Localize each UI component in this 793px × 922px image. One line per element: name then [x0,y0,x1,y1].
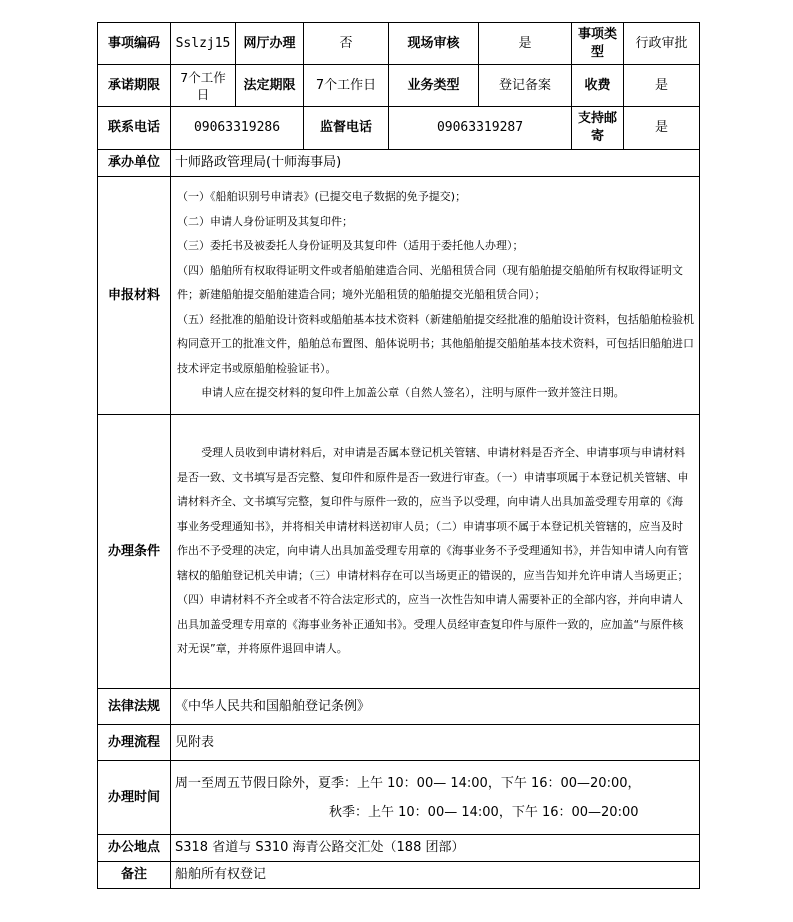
row-deadline [98,65,700,107]
onsite-value: 是 [479,23,572,65]
row-unit [98,150,700,177]
item-code-value: Sslzj15 [171,23,236,65]
material-item-1: （一）《船舶识别号申请表》(已提交电子数据的免予提交)； [177,190,467,204]
item-code-label: 事项编码 [98,23,171,65]
hours-line-autumn: 秋季：上午 10：00— 14:00，下午 16：00—20:00 [329,804,639,820]
row-materials [98,177,700,415]
unit-value: 十师路政管理局(十师海事局) [171,150,700,177]
location-label: 办公地点 [98,835,171,862]
supervise-phone-label: 监督电话 [304,107,389,150]
materials-note: 申请人应在提交材料的复印件上加盖公章（自然人签名），注明与原件一致并签注日期。 [201,386,625,400]
law-value: 《中华人民共和国船舶登记条例》 [171,689,700,725]
process-value: 见附表 [171,725,700,761]
legal-period-value: 7个工作日 [304,65,389,107]
fee-label: 收费 [572,65,624,107]
process-label: 办理流程 [98,725,171,761]
remark-label: 备注 [98,862,171,889]
onsite-label: 现场审核 [389,23,479,65]
legal-period-label: 法定期限 [236,65,304,107]
contact-phone-label: 联系电话 [98,107,171,150]
row-contact [98,107,700,150]
material-item-2: （二）申请人身份证明及其复印件； [177,214,353,228]
business-type-label: 业务类型 [389,65,479,107]
row-location [98,835,700,862]
material-item-3: （三）委托书及被委托人身份证明及其复印件（适用于委托他人办理）； [177,239,524,253]
item-type-value: 行政审批 [624,23,700,65]
materials-label: 申报材料 [98,177,171,415]
mail-support-value: 是 [624,107,700,150]
location-value: S318 省道与 S310 海青公路交汇处（188 团部） [171,835,700,862]
online-label: 网厅办理 [236,23,304,65]
online-value: 否 [304,23,389,65]
conditions-text: 受理人员收到申请材料后，对申请是否属本登记机关管辖、申请材料是否齐全、申请事项与申请材料是否一致、文书填写是否完整、复印件和原件是否一致进行审查。（一）申请事项属于本登记机关管辖、申请材料齐全、文书填写完整，复印件与原件一致的，应当予以受理，向申请人出具加盖受理专用章的《海事业务受理通知书》，并将相关申请材料送初审人员；（二）申请事项不属于本登记机关管辖的，应当及时作出不予受理的决定，向申请人出具加盖受理专用章的《海事业务不予受理通知书》，并告知申请人向有管辖权的船舶登记机关申请；（三）申请材料存在可以当场更正的错误的，应当告知并允许申请人当场更正；（四）申请材料不齐全或者不符合法定形式的，应当一次性告知申请人需要补正的全部内容，并向申请人出具加盖受理专用章的《海事业务补正通知书》。受理人员经审查复印件与原件一致的，应加盖“与原件核对无误”章，并将原件退回申请人。 [177,446,689,656]
row-law [98,689,700,725]
remark-value: 船舶所有权登记 [171,862,700,889]
supervise-phone-value: 09063319287 [389,107,572,150]
service-info-table [97,22,700,889]
row-hours [98,761,700,835]
item-type-label: 事项类型 [572,23,624,65]
unit-label: 承办单位 [98,150,171,177]
promise-period-value: 7个工作日 [171,65,236,107]
row-item-code [98,23,700,65]
row-remark [98,862,700,889]
material-item-4: （四）船舶所有权取得证明文件或者船舶建造合同、光船租赁合同（现有船舶提交船舶所有权取得证明文件；新建船舶提交船舶建造合同；境外光船租赁的船舶提交光船租赁合同）； [177,263,683,302]
contact-phone-value: 09063319286 [171,107,304,150]
hours-label: 办理时间 [98,761,171,835]
hours-line-summer: 周一至周五节假日除外，夏季：上午 10：00— 14:00，下午 16：00—20:00， [175,775,641,791]
fee-value: 是 [624,65,700,107]
material-item-5: （五）经批准的船舶设计资料或船舶基本技术资料（新建船舶提交经批准的船舶设计资料，包括船舶检验机构同意开工的批准文件，船舶总布置图、船体说明书；其他船舶提交船舶基本技术资料，可包括旧船舶进口技术评定书或原船舶检验证书）。 [177,312,694,375]
conditions-label: 办理条件 [98,415,171,689]
business-type-value: 登记备案 [479,65,572,107]
row-conditions [98,415,700,689]
promise-period-label: 承诺期限 [98,65,171,107]
mail-support-label: 支持邮寄 [572,107,624,150]
law-label: 法律法规 [98,689,171,725]
row-process [98,725,700,761]
